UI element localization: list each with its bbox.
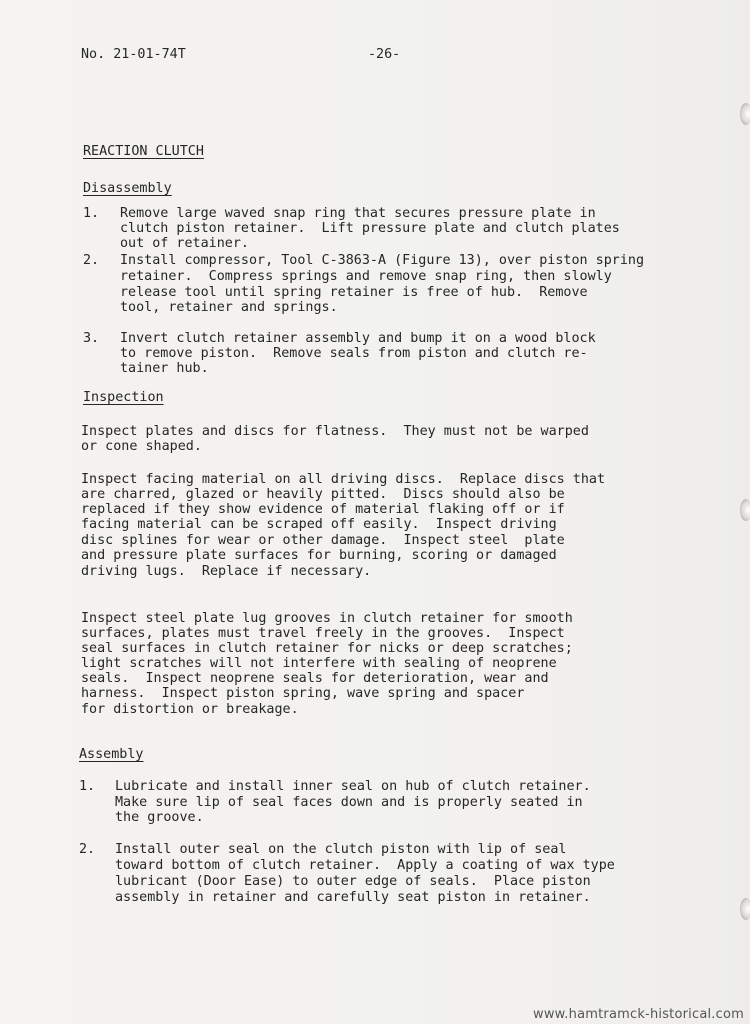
- paragraph-line: facing material can be scraped off easily. Inspect driving: [81, 517, 557, 532]
- list-number: 1.: [83, 206, 100, 221]
- list-item-line: lubricant (Door Ease) to outer edge of seals. Place piston: [115, 874, 591, 889]
- disassembly-heading: Disassembly: [83, 181, 172, 196]
- paragraph-line: Inspect steel plate lug grooves in clutch retainer for smooth: [81, 611, 573, 626]
- list-number: 3.: [83, 331, 100, 346]
- paragraph-line: harness. Inspect piston spring, wave spring and spacer: [81, 686, 525, 701]
- list-item-line: Make sure lip of seal faces down and is properly seated in: [115, 795, 583, 810]
- website-watermark: www.hamtramck-historical.com: [533, 1007, 744, 1022]
- list-item-line: retainer. Compress springs and remove snap ring, then slowly: [120, 269, 612, 284]
- list-item-line: Install compressor, Tool C-3863-A (Figure 13), over piston spring: [120, 253, 645, 268]
- paragraph-line: Inspect plates and discs for flatness. They must not be warped: [81, 424, 589, 439]
- list-item-line: out of retainer.: [120, 236, 249, 251]
- list-item-line: to remove piston. Remove seals from piston and clutch re-: [120, 346, 588, 361]
- list-item-line: Install outer seal on the clutch piston with lip of seal: [115, 842, 567, 857]
- list-item-line: Invert clutch retainer assembly and bump it on a wood block: [120, 331, 596, 346]
- paragraph-line: seals. Inspect neoprene seals for deterioration, wear and: [81, 671, 549, 686]
- paragraph-line: surfaces, plates must travel freely in the grooves. Inspect: [81, 626, 565, 641]
- binder-hole: [740, 103, 750, 125]
- paragraph-line: Inspect facing material on all driving discs. Replace discs that: [81, 472, 606, 487]
- paragraph-line: for distortion or breakage.: [81, 702, 299, 717]
- list-item-line: Lubricate and install inner seal on hub of clutch retainer.: [115, 779, 591, 794]
- assembly-heading: Assembly: [79, 747, 144, 762]
- binder-hole: [740, 499, 750, 521]
- paragraph-line: or cone shaped.: [81, 439, 202, 454]
- list-number: 1.: [79, 779, 96, 794]
- document-number: No. 21-01-74T: [81, 47, 186, 62]
- paragraph-line: and pressure plate surfaces for burning, scoring or damaged: [81, 548, 557, 563]
- list-item-line: tainer hub.: [120, 361, 209, 376]
- paragraph-line: driving lugs. Replace if necessary.: [81, 564, 372, 579]
- paragraph-line: disc splines for wear or other damage. Inspect steel plate: [81, 533, 565, 548]
- section-title: REACTION CLUTCH: [83, 144, 204, 159]
- paragraph-line: are charred, glazed or heavily pitted. Discs should also be: [81, 487, 565, 502]
- list-item-line: Remove large waved snap ring that secures pressure plate in: [120, 206, 596, 221]
- list-item-line: assembly in retainer and carefully seat piston in retainer.: [115, 890, 591, 905]
- paragraph-line: replaced if they show evidence of material flaking off or if: [81, 502, 565, 517]
- paragraph-line: seal surfaces in clutch retainer for nicks or deep scratches;: [81, 641, 573, 656]
- list-item-line: the groove.: [115, 810, 204, 825]
- list-number: 2.: [83, 253, 100, 268]
- binder-hole: [740, 898, 750, 920]
- inspection-heading: Inspection: [83, 390, 164, 405]
- list-number: 2.: [79, 842, 96, 857]
- page-number: -26-: [368, 47, 401, 62]
- list-item-line: tool, retainer and springs.: [120, 300, 338, 315]
- list-item-line: toward bottom of clutch retainer. Apply a coating of wax type: [115, 858, 615, 873]
- list-item-line: clutch piston retainer. Lift pressure plate and clutch plates: [120, 221, 620, 236]
- paragraph-line: light scratches will not interfere with sealing of neoprene: [81, 656, 557, 671]
- list-item-line: release tool until spring retainer is free of hub. Remove: [120, 285, 588, 300]
